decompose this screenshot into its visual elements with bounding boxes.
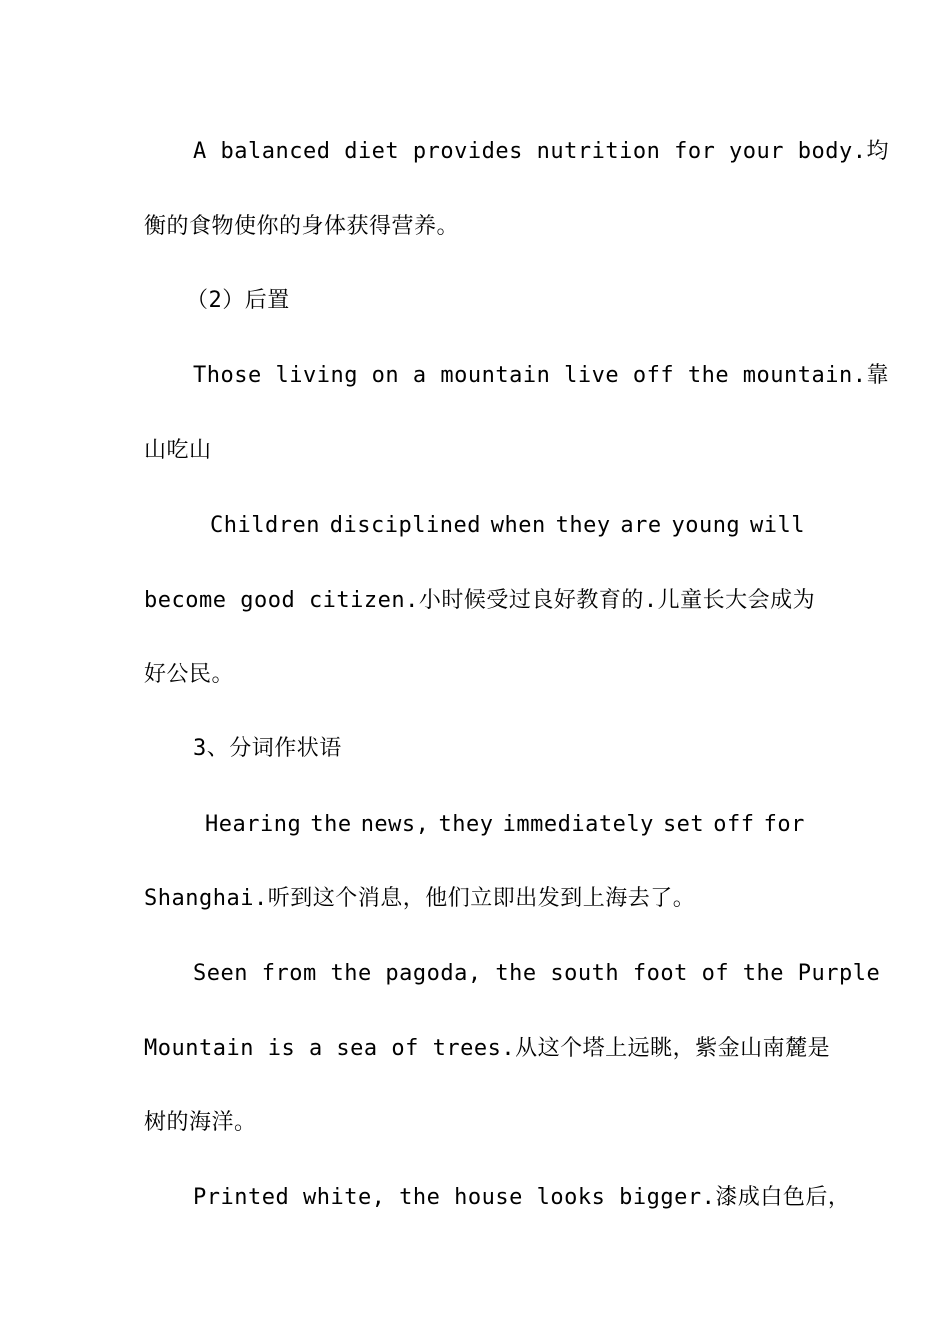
word: the [310,812,352,837]
text-line: Shanghai.听到这个消息，他们立即出发到上海去了。 [144,886,696,911]
text-line: Those living on a mountain live off the mountain.靠 [193,363,890,388]
text-line: A balanced diet provides nutrition for your body.均 [193,139,890,164]
word: Hearing [205,812,302,837]
word: off [713,812,755,837]
section-heading: （2）后置 [186,288,290,313]
text-line: 好公民。 [144,662,235,687]
word: disciplined [329,513,481,538]
text-line: 衡的食物使你的身体获得营养。 [144,214,460,239]
word: will [750,513,805,538]
text-line-justified [205,810,805,840]
section-heading: 3、分词作状语 [193,736,342,761]
word: are [620,513,662,538]
text-line: become good citizen.小时候受过良好教育的.儿童长大会成为 [144,588,816,613]
text-line: 树的海洋。 [144,1110,257,1135]
word: when [490,513,546,538]
text-line: Mountain is a sea of trees.从这个塔上远眺，紫金山南麓是 [144,1036,831,1061]
text-line: Printed white, the house looks bigger.漆成白色后， [193,1185,851,1210]
word: they [555,513,611,538]
word: young [671,513,741,538]
word: Children [210,513,320,538]
word: they [438,812,494,837]
word: for [763,812,805,837]
word: news, [360,812,430,837]
text-line: 山吃山 [144,438,212,463]
text-line: Seen from the pagoda, the south foot of the Purple [193,961,881,986]
word: set [662,812,705,837]
text-line-justified [210,511,805,541]
word: immediately [502,812,654,837]
